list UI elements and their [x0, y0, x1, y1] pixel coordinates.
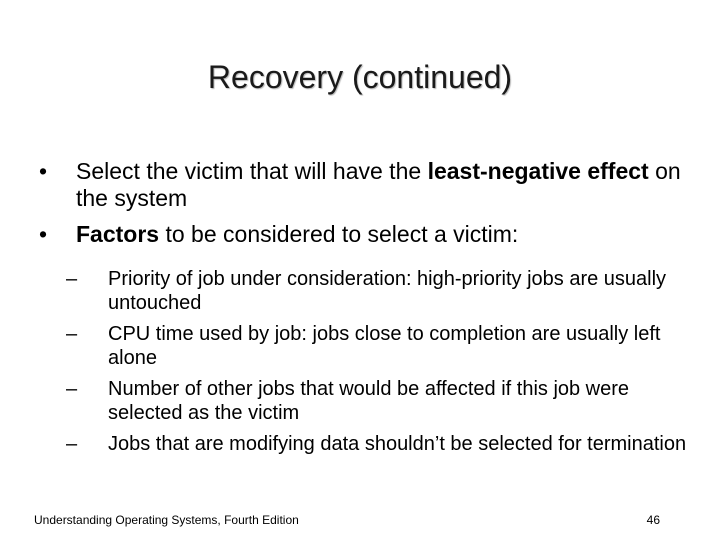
factor-text: CPU time used by job: jobs close to completion are usually left alone — [108, 323, 661, 369]
factor-item-priority — [28, 267, 688, 315]
bullet-marker: • — [38, 158, 48, 184]
dash-marker: – — [66, 433, 78, 455]
factor-item-affected-jobs — [28, 377, 688, 425]
footer-page-number: 46 — [646, 513, 660, 527]
factor-item-modifying-data — [28, 432, 688, 456]
bullet-victim-selection — [28, 158, 688, 212]
factor-item-cpu-time — [28, 322, 688, 370]
bullet-bold-text: Factors — [76, 221, 160, 247]
factor-text: Jobs that are modifying data shouldn’t be selected for termination — [108, 433, 687, 455]
factor-list — [28, 267, 688, 456]
dash-marker: – — [66, 378, 78, 400]
dash-marker: – — [66, 323, 78, 345]
bullet-text: Select the victim that will have the — [76, 158, 428, 184]
bullet-text: to be considered to select a victim: — [159, 221, 519, 247]
slide-content — [28, 158, 688, 463]
slide-title: Recovery (continued) — [207, 59, 513, 95]
bullet-bold-text: least-negative effect — [427, 158, 649, 184]
bullet-text: on the system — [76, 158, 681, 211]
footer-book-title: Understanding Operating Systems, Fourth Edition — [34, 513, 299, 527]
bullet-marker: • — [38, 221, 48, 247]
factor-text: Priority of job under consideration: high-priority jobs are usually untouched — [108, 268, 667, 314]
bullet-factors — [28, 221, 688, 248]
factor-text: Number of other jobs that would be affected if this job were selected as the victim — [108, 378, 630, 424]
dash-marker: – — [66, 268, 78, 290]
